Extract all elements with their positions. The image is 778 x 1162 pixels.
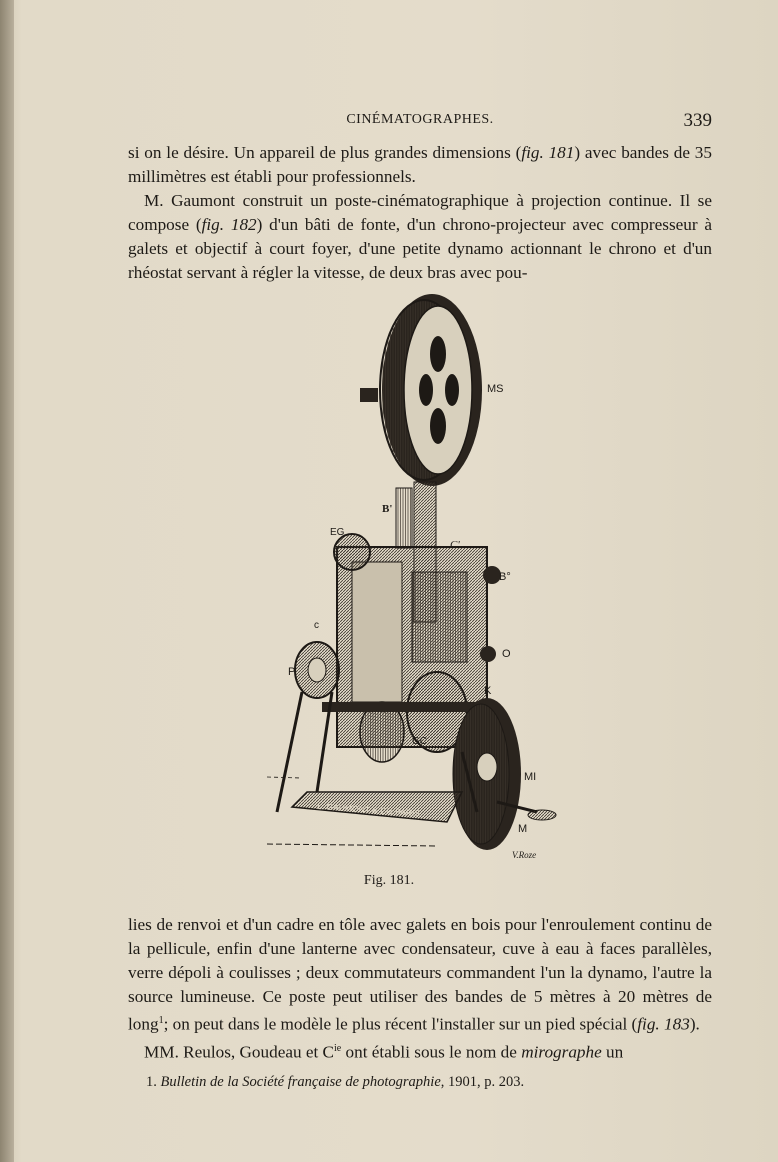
figure-reference: fig. 182 [201,215,257,234]
label-b-prime: B' [382,503,393,515]
projector-engraving [262,292,562,864]
label-p: P [288,666,296,678]
text-run: si on le désire. Un appareil de plus grandes dimensions ( [128,143,522,162]
footnote [146,1074,746,1091]
top-text-block [128,141,712,285]
paragraph [128,189,712,285]
text-run: lies de renvoi et d'un cadre en tôle avec galets en bois pour l'enroulement continu de la pellicule, enfin d'une lanterne avec condensateur, cuve à eau à faces parallèles, verre dépoli à coulisses ; deux commutateurs commandent l'un la dynamo, l'autre la source lumineuse. Ce poste peut utiliser des bandes de 5 mètres à 20 mètres de long [128,915,712,1034]
paragraph [128,1037,712,1065]
italic-term: mirographe [521,1042,602,1062]
text-run: ont établi sous le nom de [341,1042,522,1062]
label-k: K [484,685,492,697]
figure-reference: fig. 181 [521,143,575,162]
text-run: ) avec bandes de 35 millimètres est établi pour professionnels. [128,143,712,186]
paragraph [128,141,712,189]
label-c: c [314,620,319,631]
book-gutter [0,0,14,1162]
text-run: ). [689,1014,700,1034]
label-o: O [502,648,511,660]
text-run: un [601,1042,624,1062]
text-run: ; on peut dans le modèle le plus récent l'installer sur un pied spécial ( [163,1014,638,1034]
bottom-text-block [128,913,712,1064]
label-ms: MS [487,383,504,395]
footnote-number: 1. [146,1074,157,1090]
page-header [128,110,712,136]
label-mi: MI [524,771,537,783]
label-b-deg: B° [499,571,511,583]
page-number: 339 [683,110,712,131]
label-m: M [518,823,528,835]
text-run: MM. Reulos, Goudeau et C [144,1042,335,1062]
footnote-title: Bulletin de la Société française de photographie [160,1074,441,1090]
superscript: ie [334,1042,342,1054]
label-gc: GC [412,736,427,747]
text-run: ) d'un bâti de fonte, d'un chrono-projecteur avec compresseur à galets et objectif à court foyer, d'une petite dynamo actionnant le chrono et d'un rhéostat servant à régler la vitesse, de deux bras avec pou- [128,215,712,282]
paragraph [128,913,712,1037]
label-c-prime: C' [450,539,460,551]
running-title: CINÉMATOGRAPHES. [346,112,494,127]
figure-reference: fig. 183 [637,1014,690,1034]
footnote-text: , 1901, p. 203. [440,1074,525,1090]
figure-caption: Fig. 181. [363,873,415,888]
maker-plate: L. GAUMONT & Cie PARIS [316,801,421,819]
footnote-marker: 1 [158,1015,164,1026]
label-eg: EG [330,527,345,538]
engraver-signature: V.Roze [512,850,537,860]
projector-illustration [262,292,562,864]
text-run: M. Gaumont construit un poste-cinématographique à projection continue. Il se compose ( [128,191,712,234]
